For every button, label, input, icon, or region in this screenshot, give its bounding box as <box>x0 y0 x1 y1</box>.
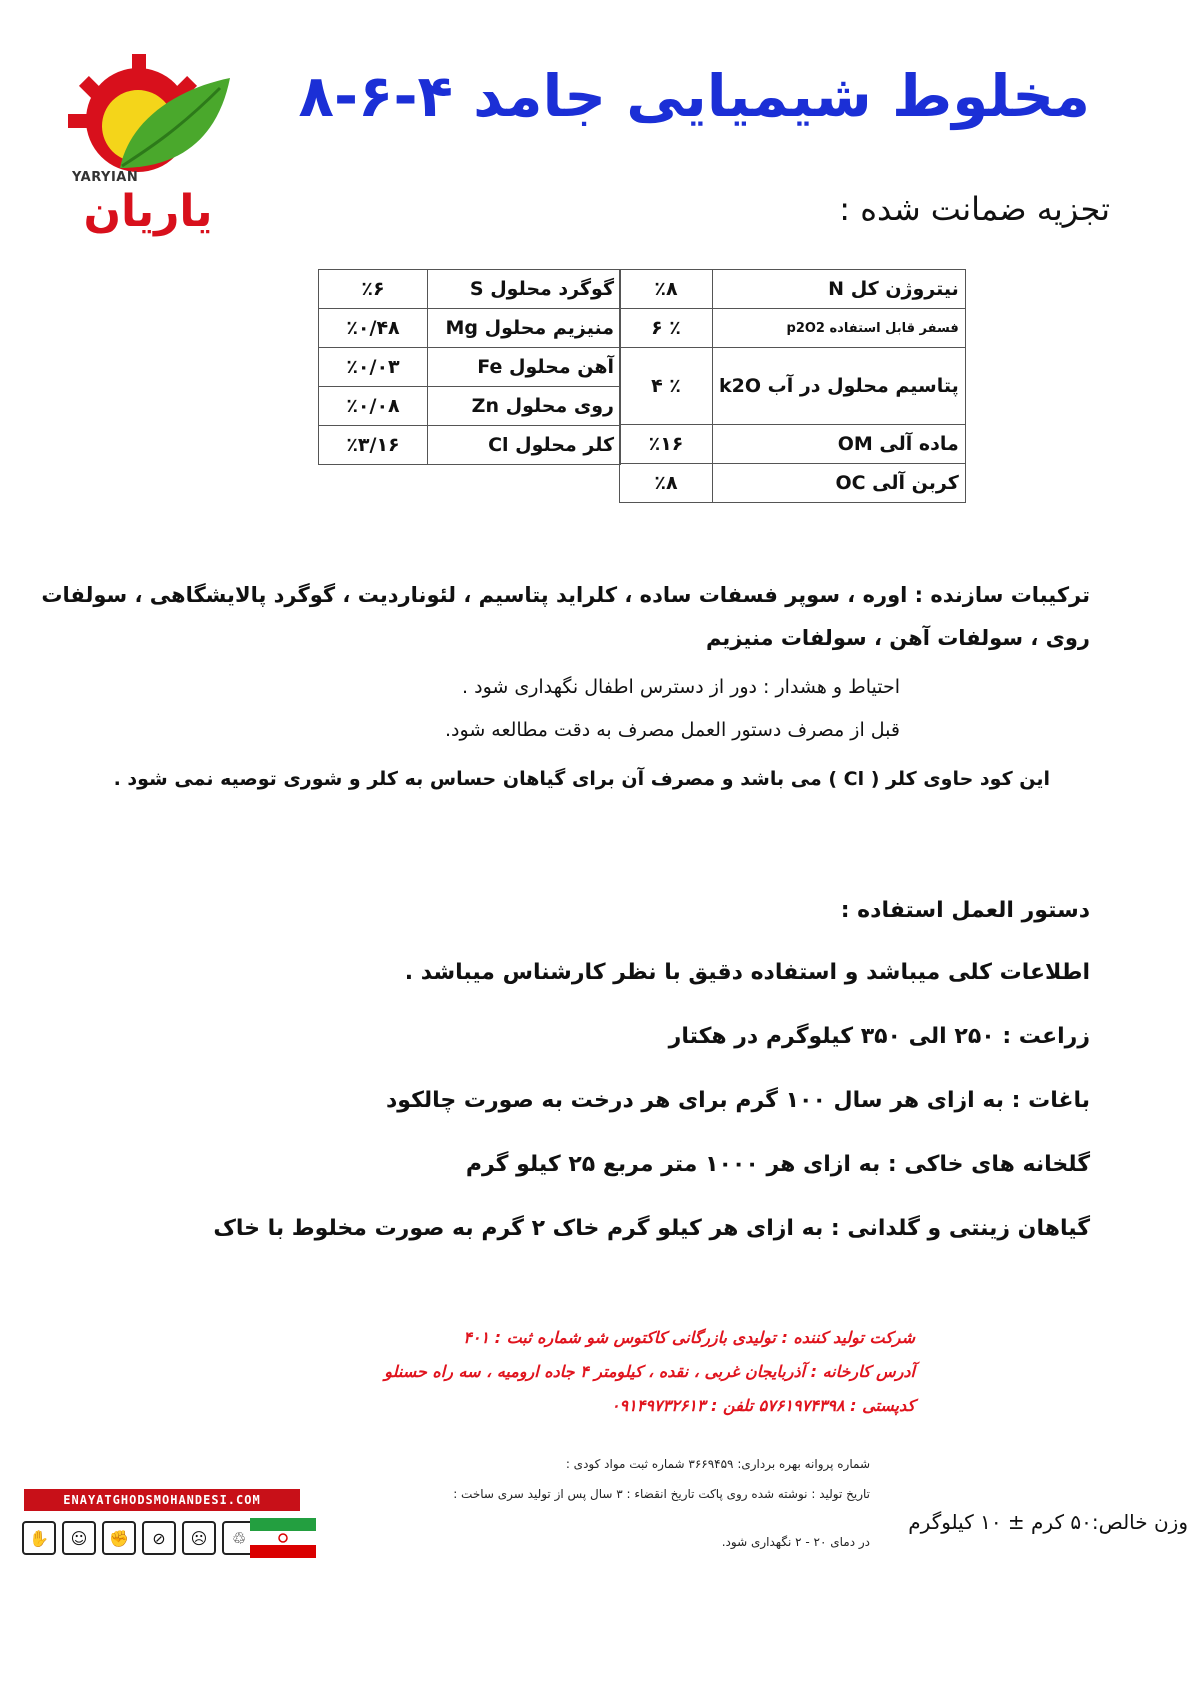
table-row <box>620 309 966 348</box>
ingredients-text: ترکیبات سازنده : اوره ، سوپر فسفات ساده ، کلراید پتاسیم ، لئوناردیت ، گوگرد پالایشگاهی ، سولفات روی ، سولفات آهن ، سولفات منیزیم <box>41 583 1090 650</box>
nutrient-name: پتاسیم محلول در آب k2O <box>713 348 966 425</box>
nutrient-value: ٪۸ <box>620 270 713 309</box>
table-row <box>319 387 621 426</box>
analysis-table-primary <box>619 269 966 503</box>
producer-company: شرکت تولید کننده : تولیدی بازرگانی کاکتوس شو شماره ثبت : ۴۰۱ <box>463 1328 915 1347</box>
usage-heading: دستور العمل استفاده : <box>840 898 1090 923</box>
producer-contact: کدپستی : ۵۷۶۱۹۷۴۳۹۸ تلفن : ۰۹۱۴۹۷۳۲۶۱۳ <box>610 1396 915 1415</box>
no-children-icon: ☹ <box>182 1521 216 1555</box>
nutrient-name: ماده آلی OM <box>713 425 966 464</box>
nutrient-name: روی محلول Zn <box>428 387 621 426</box>
table-row <box>319 309 621 348</box>
nutrient-value: ٪۶ <box>319 270 428 309</box>
table-row <box>620 464 966 503</box>
production-dates: تاریخ تولید : نوشته شده روی پاکت تاریخ انقضاء : ۳ سال پس از تولید سری ساخت : <box>453 1487 870 1501</box>
table-row <box>620 425 966 464</box>
face-protection-icon: ☺ <box>62 1521 96 1555</box>
brand-persian-name: یاریان <box>83 186 213 237</box>
usage-line: باغات : به ازای هر سال ۱۰۰ گرم برای هر درخت به صورت چالکود <box>386 1088 1090 1113</box>
nutrient-name: منیزیم محلول Mg <box>428 309 621 348</box>
nutrient-name: کربن آلی OC <box>713 464 966 503</box>
table-row <box>319 426 621 465</box>
website-banner: ENAYATGHODSMOHANDESI.COM <box>24 1489 300 1511</box>
analysis-table-secondary <box>318 269 621 465</box>
iran-flag-icon <box>250 1518 316 1558</box>
storage-temperature: در دمای ۲۰ - ۲ نگهداری شود. <box>721 1535 870 1549</box>
nutrient-value: ٪۳/۱۶ <box>319 426 428 465</box>
nutrient-value: ٪ ۴ <box>620 348 713 425</box>
nutrient-name: آهن محلول Fe <box>428 348 621 387</box>
producer-address: آدرس کارخانه : آذربایجان غربی ، نقده ، کیلومتر ۴ جاده ارومیه ، سه راه حسنلو <box>384 1362 915 1381</box>
warning-children: احتیاط و هشدار : دور از دسترس اطفال نگهداری شود . <box>462 676 900 698</box>
net-weight: وزن خالص:۵۰ کرم ± ۱۰ کیلوگرم <box>908 1510 1188 1534</box>
brand-latin-name: YARYIAN <box>72 170 139 185</box>
table-row <box>620 270 966 309</box>
nutrient-name: کلر محلول Cl <box>428 426 621 465</box>
table-row <box>319 270 621 309</box>
no-eating-icon: ⊘ <box>142 1521 176 1555</box>
warning-read-instructions: قبل از مصرف دستور العمل مصرف به دقت مطالعه شود. <box>445 719 900 741</box>
nutrient-value: ٪۰/۰۳ <box>319 348 428 387</box>
usage-line: زراعت : ۲۵۰ الی ۳۵۰ کیلوگرم در هکتار <box>668 1024 1090 1049</box>
table-row <box>319 348 621 387</box>
table-row <box>620 348 966 425</box>
usage-line: گیاهان زینتی و گلدانی : به ازای هر کیلو گرم خاک ۲ گرم به صورت مخلوط با خاک <box>213 1216 1090 1241</box>
nutrient-value: ٪۰/۴۸ <box>319 309 428 348</box>
nutrient-value: ٪ ۶ <box>620 309 713 348</box>
nutrient-value: ٪۱۶ <box>620 425 713 464</box>
chlorine-note: این کود حاوی کلر ( Cl ) می باشد و مصرف آن برای گیاهان حساس به کلر و شوری توصیه نمی شود . <box>113 768 1050 790</box>
nutrient-name: نیتروژن کل N <box>713 270 966 309</box>
dispose-icon: ♲ <box>222 1521 256 1555</box>
usage-line: گلخانه های خاکی : به ازای هر ۱۰۰۰ متر مربع ۲۵ کیلو گرم <box>465 1152 1090 1177</box>
safety-icons <box>22 1521 256 1555</box>
usage-line: اطلاعات کلی میباشد و استفاده دقیق با نظر کارشناس میباشد . <box>404 960 1090 985</box>
nutrient-value: ٪۸ <box>620 464 713 503</box>
gloves-icon: ✊ <box>102 1521 136 1555</box>
handwash-icon: ✋ <box>22 1521 56 1555</box>
license-info: شماره پروانه بهره برداری: ۳۶۶۹۴۵۹ شماره ثبت مواد کودی : <box>565 1457 870 1471</box>
nutrient-name: گوگرد محلول S <box>428 270 621 309</box>
product-title: مخلوط شیمیایی جامد ۴-۶-۸ <box>298 62 1090 130</box>
nutrient-name: فسفر قابل استفاده p2O2 <box>713 309 966 348</box>
guaranteed-analysis-heading: تجزیه ضمانت شده : <box>839 190 1110 228</box>
nutrient-value: ٪۰/۰۸ <box>319 387 428 426</box>
